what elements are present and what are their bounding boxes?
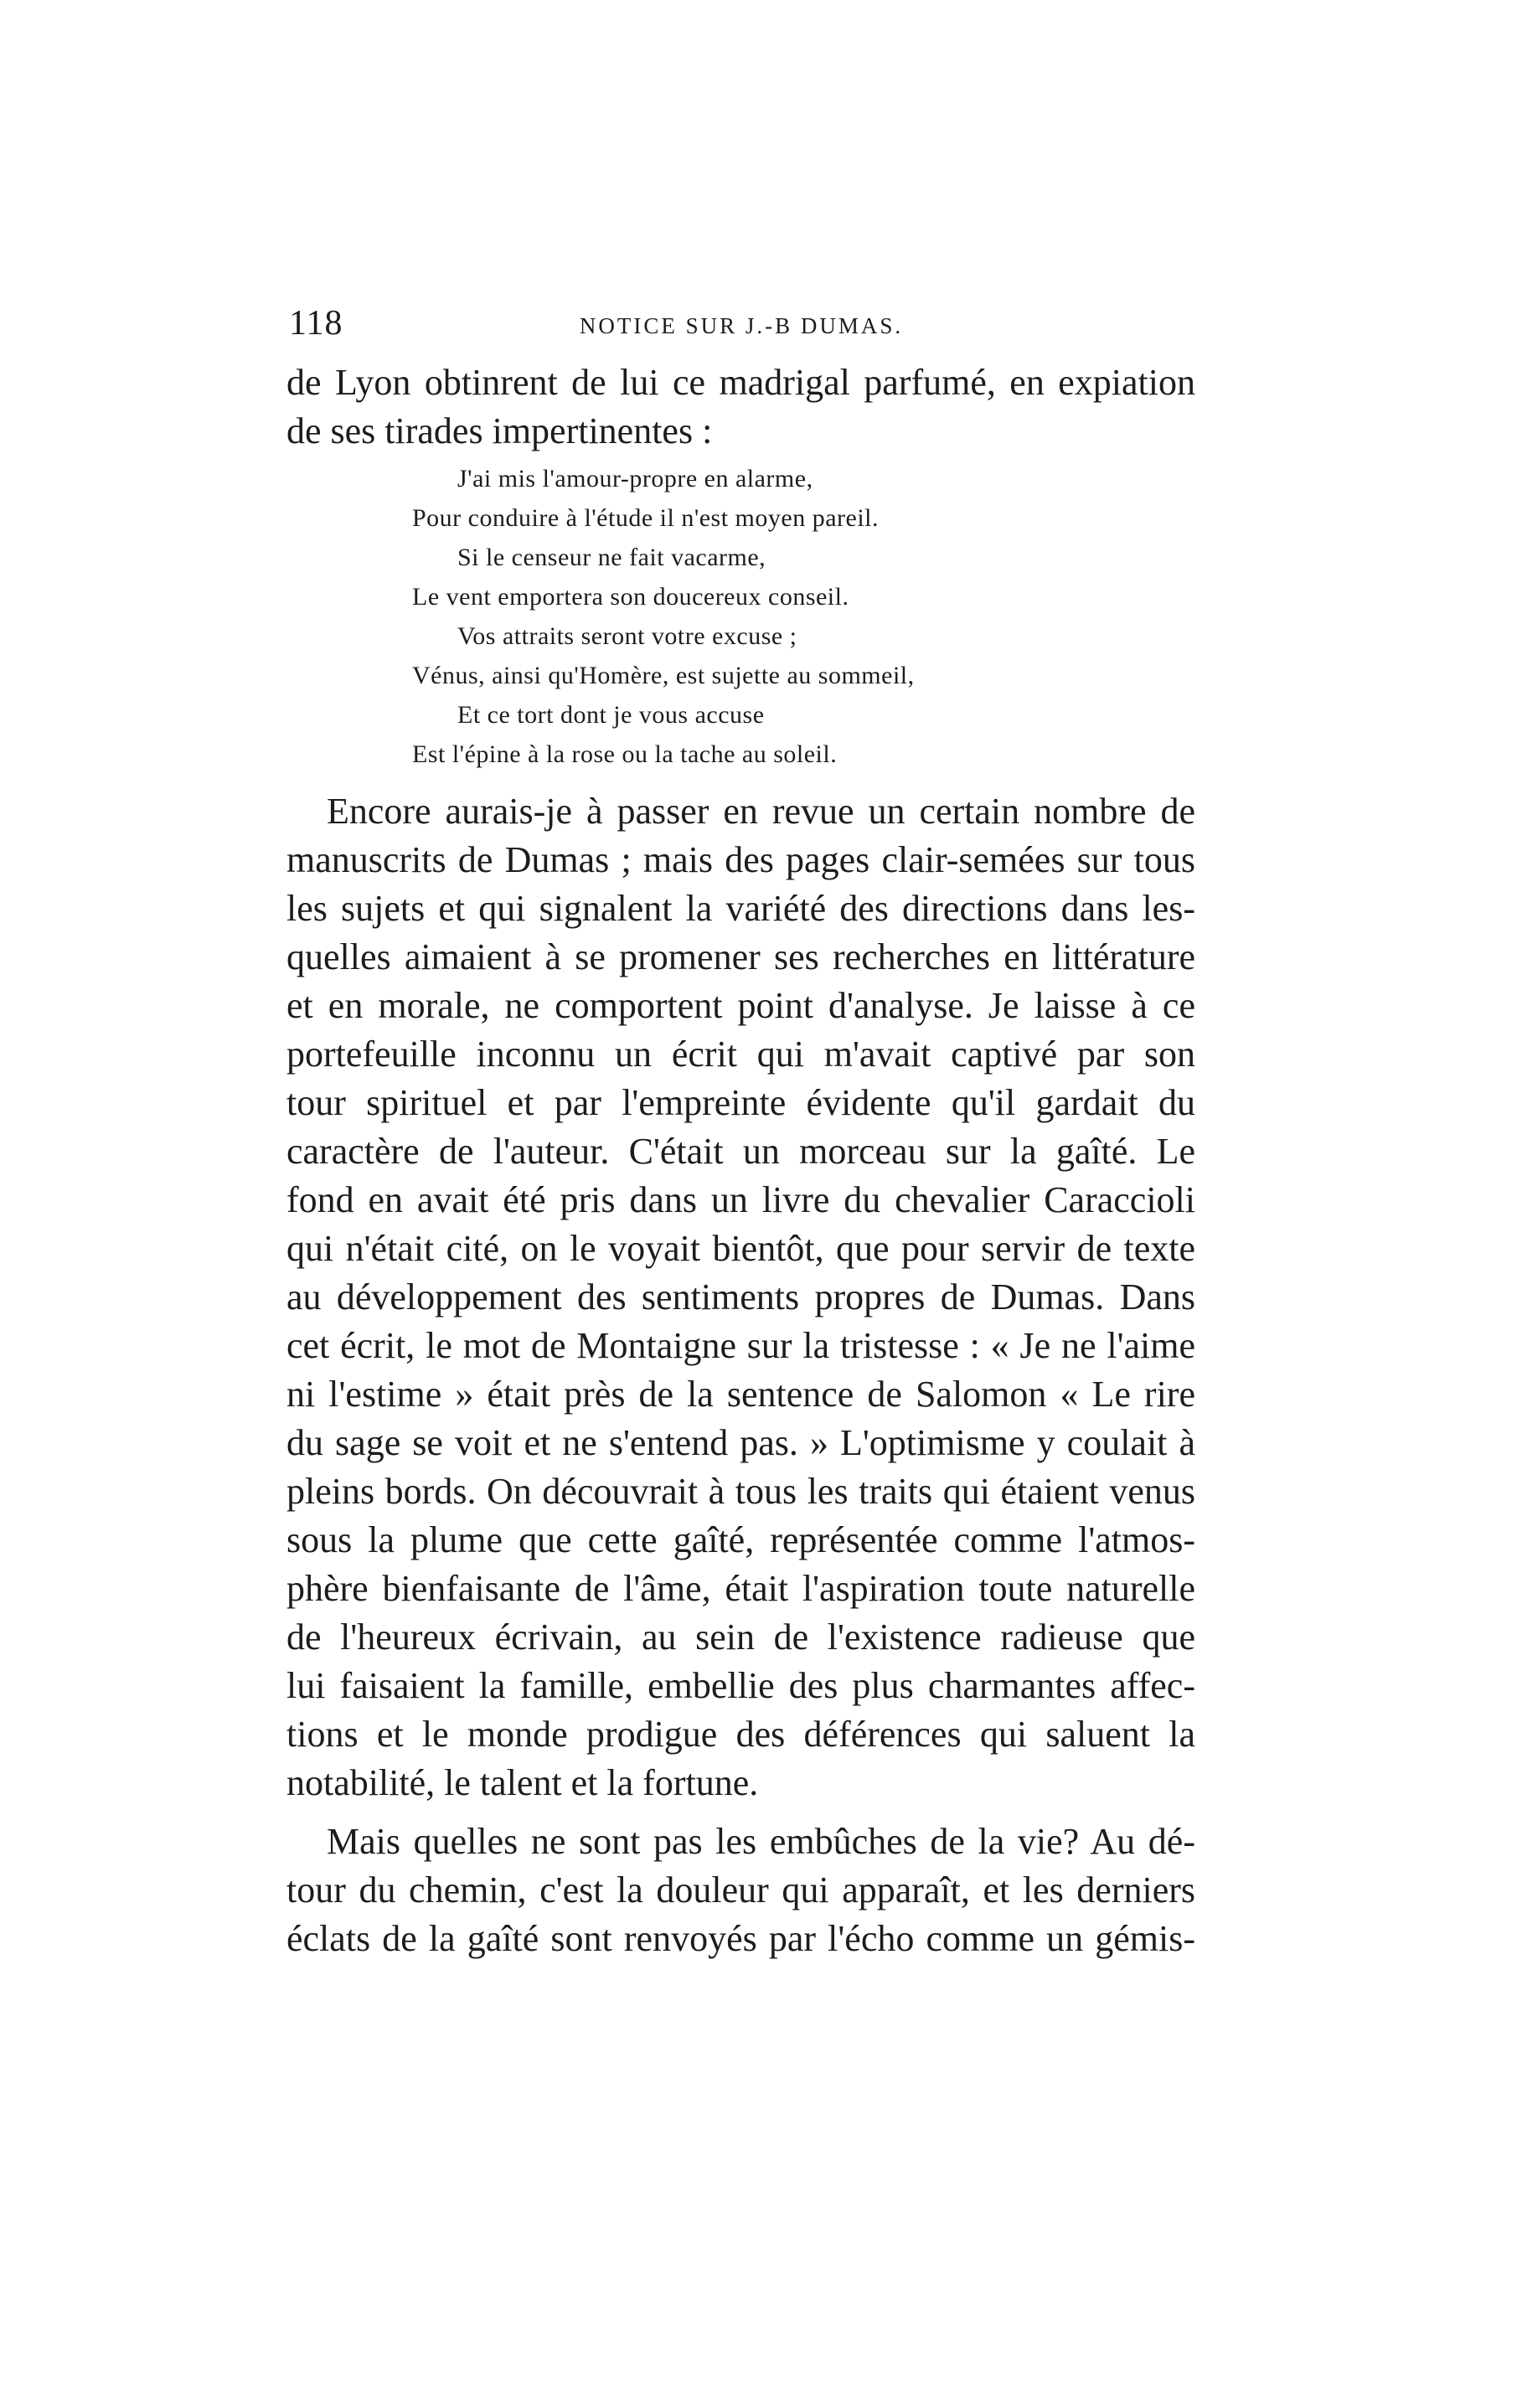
text-line: notabilité, le talent et la fortune. bbox=[286, 1762, 759, 1803]
text-line: de l'heureux écrivain, au sein de l'existence radieuse que bbox=[286, 1617, 1195, 1658]
poem-line: Pour conduire à l'étude il n'est moyen pareil. bbox=[412, 504, 879, 532]
text-line: tour spirituel et par l'empreinte évidente qu'il gardait du bbox=[286, 1082, 1195, 1123]
text-line: de Lyon obtinrent de lui ce madrigal parfumé, en expiation bbox=[286, 362, 1195, 403]
body-text bbox=[286, 358, 1195, 1963]
text-line: les sujets et qui signalent la variété des directions dans les- bbox=[286, 888, 1195, 929]
text-line: de ses tirades impertinentes : bbox=[286, 410, 713, 451]
text-line: manuscrits de Dumas ; mais des pages clair-semées sur tous bbox=[286, 839, 1195, 880]
poem-line: Est l'épine à la rose ou la tache au soleil. bbox=[412, 740, 838, 768]
poem-line: Le vent emportera son doucereux conseil. bbox=[412, 583, 849, 611]
text-line: caractère de l'auteur. C'était un morceau sur la gaîté. Le bbox=[286, 1131, 1195, 1172]
text-line: pleins bords. On découvrait à tous les traits qui étaient venus bbox=[286, 1471, 1195, 1512]
paragraph-spacer bbox=[286, 1807, 1195, 1818]
text-line: et en morale, ne comportent point d'analyse. Je laisse à ce bbox=[286, 985, 1195, 1026]
text-line: au développement des sentiments propres de Dumas. Dans bbox=[286, 1276, 1195, 1317]
poem-line: Vénus, ainsi qu'Homère, est sujette au sommeil, bbox=[412, 662, 915, 689]
text-line: tour du chemin, c'est la douleur qui apparaît, et les derniers bbox=[286, 1869, 1195, 1910]
text-line: Mais quelles ne sont pas les embûches de la vie? Au dé- bbox=[327, 1821, 1195, 1862]
text-line: phère bienfaisante de l'âme, était l'aspiration toute naturelle bbox=[286, 1568, 1195, 1609]
text-line: sous la plume que cette gaîté, représentée comme l'atmos- bbox=[286, 1519, 1195, 1560]
poem-line: Vos attraits seront votre excuse ; bbox=[457, 622, 797, 650]
text-line: portefeuille inconnu un écrit qui m'avait captivé par son bbox=[286, 1034, 1195, 1075]
paragraph-gaite bbox=[286, 787, 1195, 1807]
text-line: lui faisaient la famille, embellie des plus charmantes affec- bbox=[286, 1665, 1195, 1706]
text-line: cet écrit, le mot de Montaigne sur la tristesse : « Je ne l'aime bbox=[286, 1325, 1195, 1366]
poem-madrigal bbox=[286, 459, 1195, 777]
page-number: 118 bbox=[289, 304, 343, 343]
text-line: quelles aimaient à se promener ses recherches en littérature bbox=[286, 936, 1195, 977]
text-line: fond en avait été pris dans un livre du chevalier Caraccioli bbox=[286, 1179, 1195, 1220]
paragraph-embuches bbox=[286, 1818, 1195, 1963]
poem-line: Si le censeur ne fait vacarme, bbox=[457, 544, 766, 571]
poem-line: J'ai mis l'amour-propre en alarme, bbox=[457, 465, 813, 492]
running-title: NOTICE SUR J.-B DUMAS. bbox=[579, 313, 904, 338]
page-header bbox=[289, 303, 1194, 353]
text-line: Encore aurais-je à passer en revue un certain nombre de bbox=[327, 791, 1195, 832]
text-line: tions et le monde prodigue des déférences qui saluent la bbox=[286, 1714, 1195, 1755]
poem-line: Et ce tort dont je vous accuse bbox=[457, 701, 765, 729]
text-line: éclats de la gaîté sont renvoyés par l'écho comme un gémis- bbox=[286, 1918, 1195, 1959]
text-line: ni l'estime » était près de la sentence de Salomon « Le rire bbox=[286, 1374, 1195, 1415]
intro-paragraph bbox=[286, 358, 1195, 456]
text-line: du sage se voit et ne s'entend pas. » L'optimisme y coulait à bbox=[286, 1422, 1195, 1463]
text-line: qui n'était cité, on le voyait bientôt, que pour servir de texte bbox=[286, 1228, 1195, 1269]
